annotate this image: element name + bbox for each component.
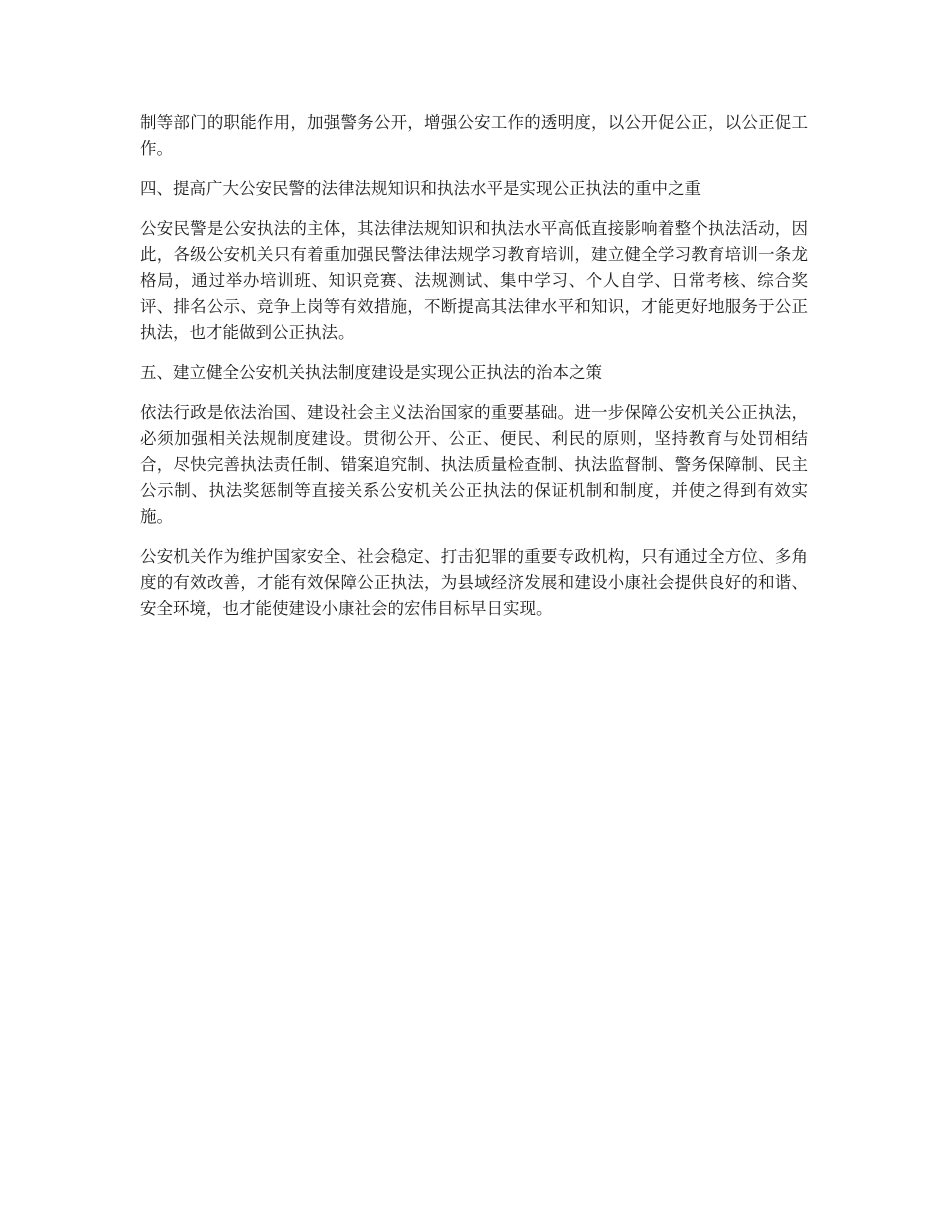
paragraph-conclusion: 公安机关作为维护国家安全、社会稳定、打击犯罪的重要专政机构，只有通过全方位、多角度的有效改善，才能有效保障公正执法，为县域经济发展和建设小康社会提供良好的和谐、安全环境，也才能使建设小康社会的宏伟目标早日实现。 [140, 547, 808, 618]
document-page [140, 110, 808, 636]
section-heading-4: 四、提高广大公安民警的法律法规知识和执法水平是实现公正执法的重中之重 [140, 179, 701, 198]
section-heading-5: 五、建立健全公安机关执法制度建设是实现公正执法的治本之策 [140, 363, 602, 382]
paragraph-continuation: 制等部门的职能作用，加强警务公开，增强公安工作的透明度，以公开促公正，以公正促工作。 [140, 113, 808, 158]
paragraph-section-4: 公安民警是公安执法的主体，其法律法规知识和执法水平高低直接影响着整个执法活动，因此，各级公安机关只有着重加强民警法律法规学习教育培训，建立健全学习教育培训一条龙格局，通过举办培训班、知识竞赛、法规测试、集中学习、个人自学、日常考核、综合奖评、排名公示、竞争上岗等有效措施，不断提高其法律水平和知识，才能更好地服务于公正执法，也才能做到公正执法。 [140, 219, 808, 342]
paragraph-section-5: 依法行政是依法治国、建设社会主义法治国家的重要基础。进一步保障公安机关公正执法，必须加强相关法规制度建设。贯彻公开、公正、便民、利民的原则，坚持教育与处罚相结合，尽快完善执法责任制、错案追究制、执法质量检查制、执法监督制、警务保障制、民主公示制、执法奖惩制等直接关系公安机关公正执法的保证机制和制度，并使之得到有效实施。 [140, 403, 808, 526]
